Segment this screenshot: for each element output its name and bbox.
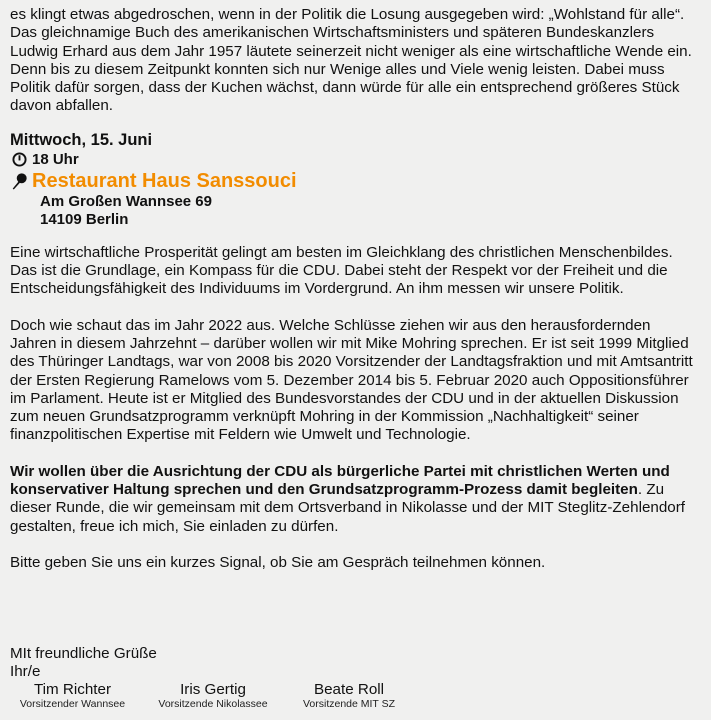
paragraph-invitation [10, 463, 701, 536]
event-time: 18 Uhr [32, 150, 79, 168]
event-venue-row [10, 169, 701, 193]
intro-paragraph: es klingt etwas abgedroschen, wenn in der Politik die Losung ausgegeben wird: „Wohlstand für alle“. Das gleichnamige Buch des amerikanischen Wirtschaftsministers und späteren Bundeskanzlers Ludwig Erhard aus dem Jahr 1957 läutete seinerzeit nicht weniger als eine wirtschaftliche Wende ein. Denn bis zu diesem Zeitpunkt konnten sich nur Wenige alles und Viele wenig leisten. Dabei muss Politik dafür sorgen, dass der Kuchen wächst, dann würde für alle ein entsprechend größeres Stück davon abfallen. [10, 6, 692, 115]
signatory-name: Tim Richter [33, 681, 112, 698]
event-date: Mittwoch, 15. Juni [10, 130, 153, 149]
address-street: Am Großen Wannsee 69 [40, 192, 212, 210]
signatory-name: Iris Gertig [180, 681, 246, 698]
paragraph-values: Eine wirtschaftliche Prosperität gelingt am besten im Gleichklang des christlichen Menschenbildes. Das ist die Grundlage, ein Kompass für die CDU. Dabei steht der Respekt vor der Freiheit und die Entscheidungsfähigkeit des Individuums im Vordergrund. An ihm messen wir unsere Politik. [10, 243, 673, 298]
paragraph-rsvp: Bitte geben Sie uns ein kurzes Signal, ob Sie am Gespräch teilnehmen können. [10, 553, 546, 571]
signatory-name: Beate Roll [313, 681, 385, 698]
signatories [10, 681, 700, 711]
closing-salutation: Ihr/e [10, 663, 41, 680]
signatory-role: Vorsitzender Wannsee [19, 698, 126, 710]
invitation-rest-text: . Zu dieser Runde, die wir gemeinsam mit dem Ortsverband in Nikolasse und der MIT Steglitz-Zehlendorf gestalten, freue ich mich, Sie einladen zu dürfen. [10, 481, 686, 535]
pin-icon [10, 172, 28, 190]
signatory [143, 681, 283, 711]
signature-block [10, 645, 700, 711]
address-city: 14109 Berlin [40, 211, 129, 229]
signatory [289, 681, 409, 711]
signatory-role: Vorsitzende MIT SZ [302, 698, 395, 710]
closing-greeting: MIt freundliche Grüße [10, 645, 157, 662]
paragraph-speaker: Doch wie schaut das im Jahr 2022 aus. Welche Schlüsse ziehen wir aus den herausfordernden Jahren in diesem Jahrzehnt – darüber wollen wir mit Mike Mohring sprechen. Er ist seit 1999 Mitglied des Thüringer Landtags, war von 2008 bis 2020 Vorsitzender der Landtagsfraktion und mit Amtsantritt der Ersten Regierung Ramelows vom 5. Dezember 2014 bis 5. Februar 2020 auch Oppositionsführer im Parlament. Heute ist er Mitglied des Bundesvorstandes der CDU und in der aktuellen Diskussion zum neuen Grundsatzprogramm verknüpft Mohring in der Kommission „Nachhaltigkeit“ seiner finanzpolitischen Expertise mit Feldern wie Umwelt und Technologie. [10, 316, 693, 444]
invitation-bold-text: Wir wollen über die Ausrichtung der CDU als bürgerliche Partei mit christlichen Werten und konservativer Haltung sprechen und den Grundsatzprogramm-Prozess damit begleiten [10, 462, 670, 499]
signatory [10, 681, 135, 711]
event-venue: Restaurant Haus Sanssouci [32, 169, 297, 192]
event-time-row [10, 150, 701, 169]
clock-icon [10, 150, 28, 168]
signatory-role: Vorsitzende Nikolassee [158, 698, 268, 710]
